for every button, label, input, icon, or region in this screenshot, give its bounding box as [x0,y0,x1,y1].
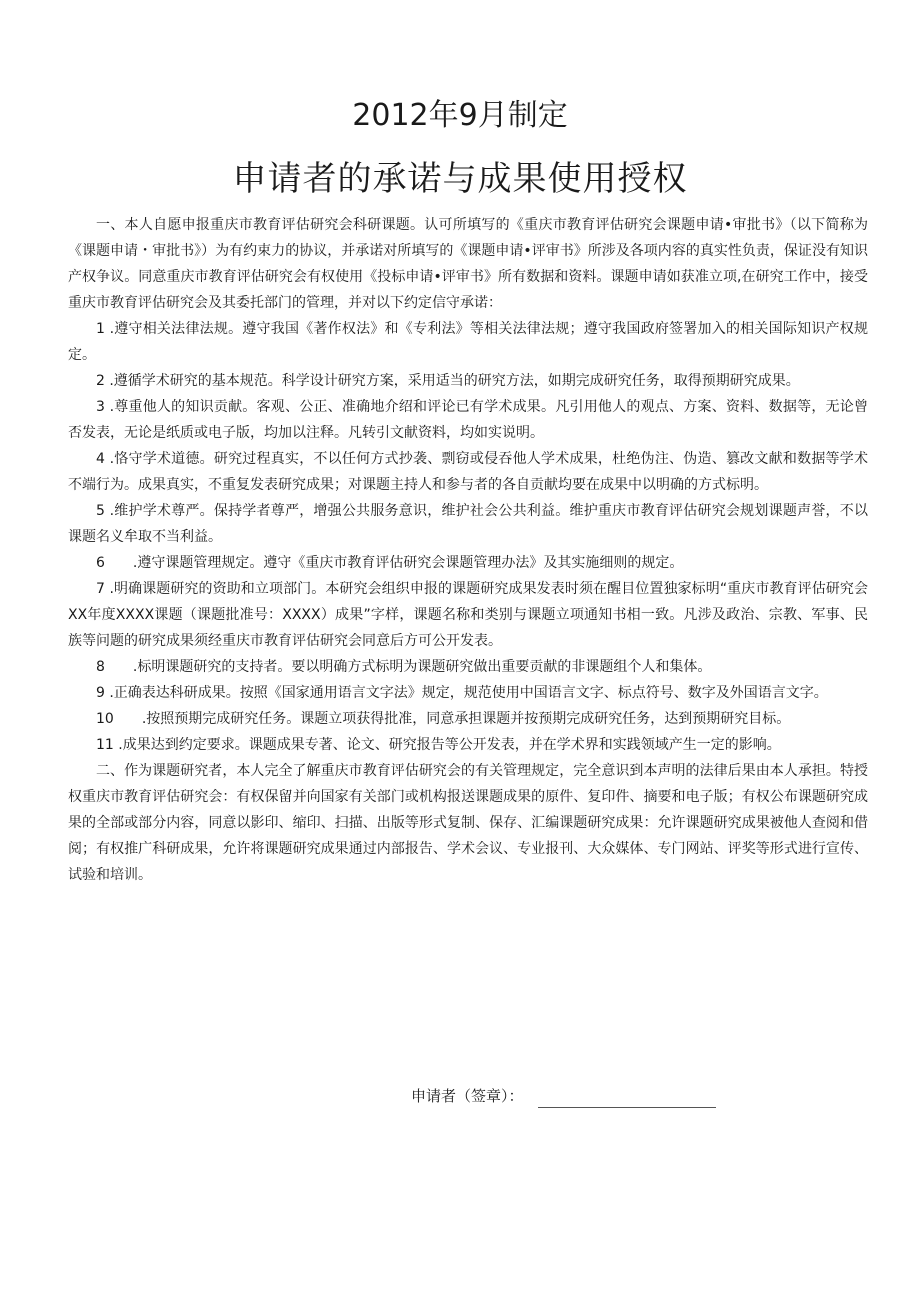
paragraph-item-3: 3 .尊重他人的知识贡献。客观、公正、准确地介绍和评论已有学术成果。凡引用他人的观点、方案、资料、数据等，无论曾否发表，无论是纸质或电子版，均加以注释。凡转引文献资料，均如实说明。 [68,399,868,441]
paragraph-item-6: 6 .遵守课题管理规定。遵守《重庆市教育评估研究会课题管理办法》及其实施细则的规定。 [96,555,684,571]
signature-line [538,1091,716,1108]
paragraph-item-9: 9 .正确表达科研成果。按照《国家通用语言文字法》规定，规范使用中国语言文字、标点符号、数字及外国语言文字。 [96,685,828,701]
paragraph-item-7: 7 .明确课题研究的资助和立项部门。本研究会组织申报的课题研究成果发表时须在醒目位置独家标明“重庆市教育评估研究会XX年度XXXX课题（课题批准号：XXXX）成果”字样，课题名称和类别与课题立项通知书相一致。凡涉及政治、宗教、军事、民族等问题的研究成果须经重庆市教育评估研究会同意后方可公开发表。 [68,581,868,649]
paragraph-item-2: 2 .遵循学术研究的基本规范。科学设计研究方案，采用适当的研究方法，如期完成研究任务，取得预期研究成果。 [96,373,800,389]
date-line: 2012年9月制定 [352,98,568,133]
paragraph-commitment-intro: 一、本人自愿申报重庆市教育评估研究会科研课题。认可所填写的《重庆市教育评估研究会课题申请•审批书》（以下简称为《课题申请・审批书》）为有约束力的协议，并承诺对所填写的《课题申请•评审书》所涉及各项内容的真实性负责，保证没有知识产权争议。同意重庆市教育评估研究会有权使用《投标申请•评审书》所有数据和资料。课题申请如获准立项,在研究工作中，接受重庆市教育评估研究会及其委托部门的管理，并对以下约定信守承诺： [68,217,868,311]
signature-label: 申请者（签章）： [411,1087,524,1105]
paragraph-item-11: 11 .成果达到约定要求。课题成果专著、论文、研究报告等公开发表，并在学术界和实践领域产生一定的影响。 [96,737,781,753]
paragraph-item-4: 4 .恪守学术道德。研究过程真实，不以任何方式抄袭、剽窃或侵吞他人学术成果，杜绝伪注、伪造、篡改文献和数据等学术不端行为。成果真实，不重复发表研究成果；对课题主持人和参与者的各自贡献均要在成果中以明确的方式标明。 [68,451,868,493]
paragraph-authorization: 二、作为课题研究者，本人完全了解重庆市教育评估研究会的有关管理规定，完全意识到本声明的法律后果由本人承担。特授权重庆市教育评估研究会：有权保留并向国家有关部门或机构报送课题成果的原件、复印件、摘要和电子版；有权公布课题研究成果的全部或部分内容，同意以影印、缩印、扫描、出版等形式复制、保存、汇编课题研究成果：允许课题研究成果被他人查阅和借阅；有权推广科研成果，允许将课题研究成果通过内部报告、学术会议、专业报刊、大众媒体、专门网站、评奖等形式进行宣传、试验和培训。 [68,763,868,883]
paragraph-item-10: 10 .按照预期完成研究任务。课题立项获得批准，同意承担课题并按预期完成研究任务，达到预期研究目标。 [96,711,791,727]
paragraph-item-5: 5 .维护学术尊严。保持学者尊严，增强公共服务意识，维护社会公共利益。维护重庆市教育评估研究会规划课题声誉，不以课题名义牟取不当利益。 [68,503,868,545]
paragraph-item-1: 1 .遵守相关法律法规。遵守我国《著作权法》和《专利法》等相关法律法规；遵守我国政府签署加入的相关国际知识产权规定。 [68,321,868,363]
paragraph-item-8: 8 .标明课题研究的支持者。要以明确方式标明为课题研究做出重要贡献的非课题组个人和集体。 [96,659,712,675]
document-body [68,212,868,888]
signature-block [411,1084,716,1108]
page-title: 申请者的承诺与成果使用授权 [232,159,688,199]
